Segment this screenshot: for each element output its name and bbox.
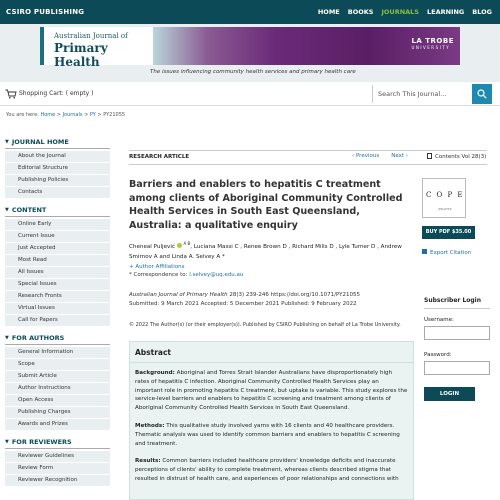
breadcrumb xyxy=(6,112,125,118)
sidebar-item-virtual-issues[interactable]: Virtual Issues xyxy=(5,303,110,314)
breadcrumb-prefix: You are here: xyxy=(6,112,41,118)
previous-link[interactable] xyxy=(352,153,379,159)
sidebar-content xyxy=(5,206,110,326)
journal-banner[interactable] xyxy=(40,27,460,69)
nav-home[interactable]: HOME xyxy=(317,8,340,16)
citation-journal: Australian Journal of Primary Health xyxy=(129,292,228,298)
citation xyxy=(129,291,419,309)
next-label: Next xyxy=(391,153,405,159)
sidebar-item-author-instructions[interactable]: Author Instructions xyxy=(5,383,110,394)
sidebar-item-current-issue[interactable]: Current Issue xyxy=(5,231,110,242)
correspondence-label: * Correspondence to: xyxy=(129,272,190,278)
abstract-background xyxy=(135,369,408,413)
correspondence xyxy=(129,272,243,278)
sidebar-item-call-for-papers[interactable]: Call for Papers xyxy=(5,315,110,326)
sidebar-item-most-read[interactable]: Most Read xyxy=(5,255,110,266)
article-pager xyxy=(352,153,408,159)
username-field[interactable] xyxy=(424,326,490,340)
sidebar-item-review-form[interactable]: Review Form xyxy=(5,463,110,474)
article-title: Barriers and enablers to hepatitis C treatment among clients of Aboriginal Community Controlled Health Services in South East Queensland, Australia: a qualitative enquiry xyxy=(129,179,403,231)
breadcrumb-journals[interactable]: Journals xyxy=(62,112,83,118)
breadcrumb-sep: > xyxy=(95,112,104,118)
cope-text: C O P E xyxy=(425,191,465,199)
banner-accent-bar xyxy=(40,27,44,65)
author-first-sup: A B xyxy=(183,241,191,246)
sidebar-item-publishing-charges[interactable]: Publishing Charges xyxy=(5,407,110,418)
search-button[interactable] xyxy=(472,84,492,104)
chevron-down-icon: ▼ xyxy=(5,139,9,145)
login-heading: Subscriber Login xyxy=(424,297,490,309)
sidebar xyxy=(5,138,110,494)
journal-name-large: Primary Health xyxy=(54,41,108,69)
background-label: Background: xyxy=(135,370,175,376)
nav-learning[interactable]: LEARNING xyxy=(427,8,465,16)
results-text: Common barriers included healthcare providers' knowledge deficits and inaccurate perceptions of clients' ability to complete treatment, whereas clients described stigma that resulted in distrust of health care, and experiences of poor relationships and connections with xyxy=(135,458,399,482)
background-text: Aboriginal and Torres Strait Islander Australians have disproportionately high rates of hepatitis C infection. Aboriginal Community Controlled Health Services play an important role in promoting hepatitis C treatment, but uptake is variable. This study explores the service-level barriers and enablers to hepatitis C screening and treatment among clients of Aboriginal Community Controlled Health Services in South East Queensland. xyxy=(135,370,408,412)
journal-search-input[interactable]: Search This Journal... xyxy=(372,85,472,103)
sidebar-item-online-early[interactable]: Online Early xyxy=(5,219,110,230)
correspondence-email[interactable]: l.selvey@uq.edu.au xyxy=(189,272,244,278)
nav-journals[interactable]: JOURNALS xyxy=(381,8,419,16)
banner-image xyxy=(153,27,460,65)
next-link[interactable] xyxy=(391,153,408,159)
sidebar-item-submit-article[interactable]: Submit Article xyxy=(5,371,110,382)
export-icon xyxy=(422,249,427,254)
sidebar-item-scope[interactable]: Scope xyxy=(5,359,110,370)
sidebar-item-awards[interactable]: Awards and Prizes xyxy=(5,419,110,430)
abstract-box xyxy=(129,341,414,500)
contents-link[interactable] xyxy=(427,153,486,160)
sidebar-reviewers xyxy=(5,438,110,486)
cope-subtext: JM12703 xyxy=(438,207,452,211)
sidebar-item-editorial[interactable]: Editorial Structure xyxy=(5,163,110,174)
contents-label: Contents Vol 28(3) xyxy=(435,154,487,160)
password-label: Password: xyxy=(424,352,452,358)
buy-pdf-button[interactable]: BUY PDF $35.00 xyxy=(422,226,475,239)
sidebar-item-contacts[interactable]: Contacts xyxy=(5,187,110,198)
sidebar-item-special-issues[interactable]: Special Issues xyxy=(5,279,110,290)
abstract-methods xyxy=(135,422,408,448)
article-type: RESEARCH ARTICLE xyxy=(129,154,190,160)
export-citation-link[interactable] xyxy=(422,249,471,256)
document-icon xyxy=(427,153,432,159)
author-affiliations-toggle[interactable]: + Author Affiliations xyxy=(129,264,185,270)
breadcrumb-sep: > xyxy=(82,112,90,118)
abstract-heading: Abstract xyxy=(130,342,413,363)
chevron-left-icon: ‹ xyxy=(352,153,356,159)
sidebar-heading-label: FOR AUTHORS xyxy=(11,334,65,342)
cope-logo[interactable] xyxy=(422,178,466,218)
sidebar-item-all-issues[interactable]: All Issues xyxy=(5,267,110,278)
breadcrumb-home[interactable]: Home xyxy=(40,112,56,118)
sidebar-item-research-fronts[interactable]: Research Fronts xyxy=(5,291,110,302)
cart-search-bar xyxy=(0,82,500,106)
author-rest[interactable]: , Luciana Massi C , Renee Brown D , Richard Mills D , Lyle Turner D , Andrew Smirnov A and Linda A. Selvey A * xyxy=(129,243,402,260)
sidebar-heading-journal-home[interactable] xyxy=(5,138,110,149)
chevron-down-icon: ▼ xyxy=(5,439,9,445)
results-label: Results: xyxy=(135,458,161,465)
methods-text: This qualitative study involved yarns with 16 clients and 40 healthcare providers. Thematic analysis was used to identify common barriers and enablers to hepatitis C screening and treatment. xyxy=(135,422,400,447)
orcid-icon[interactable] xyxy=(177,243,182,248)
sidebar-heading-content[interactable] xyxy=(5,206,110,217)
methods-label: Methods: xyxy=(135,422,165,429)
copyright-notice: © 2022 The Author(s) (or their employer(s)). Published by CSIRO Publishing on behalf of La Trobe University. xyxy=(129,322,401,328)
author-first[interactable]: Cheneal Puljević xyxy=(129,243,175,250)
sidebar-heading-reviewers[interactable] xyxy=(5,438,110,449)
partner-name: LA TROBE xyxy=(411,37,454,45)
sidebar-heading-authors[interactable] xyxy=(5,334,110,345)
sidebar-item-reviewer-recognition[interactable]: Reviewer Recognition xyxy=(5,475,110,486)
login-button[interactable]: LOGIN xyxy=(424,387,475,401)
sidebar-item-just-accepted[interactable]: Just Accepted xyxy=(5,243,110,254)
abstract-results xyxy=(135,457,408,483)
partner-subname: UNIVERSITY xyxy=(411,45,451,50)
sidebar-heading-label: FOR REVIEWERS xyxy=(11,438,72,446)
sidebar-item-open-access[interactable]: Open Access xyxy=(5,395,110,406)
breadcrumb-sep: > xyxy=(55,112,63,118)
chevron-down-icon: ▼ xyxy=(5,207,9,213)
nav-books[interactable]: BOOKS xyxy=(347,8,374,16)
sidebar-heading-label: CONTENT xyxy=(11,206,47,214)
nav-blog[interactable]: BLOG xyxy=(472,8,492,16)
shopping-cart-icon[interactable] xyxy=(5,89,17,99)
article-dates: Submitted: 9 March 2021 Accepted: 5 December 2021 Published: 9 February 2022 xyxy=(129,301,357,307)
username-label: Username: xyxy=(424,317,454,323)
subscriber-login xyxy=(424,297,490,401)
journal-logo xyxy=(40,27,153,69)
chevron-down-icon: ▼ xyxy=(5,335,9,341)
sidebar-heading-label: JOURNAL HOME xyxy=(11,138,69,146)
la-trobe-logo xyxy=(411,37,454,50)
main-nav xyxy=(318,8,492,16)
chevron-right-icon: › xyxy=(404,153,408,159)
shopping-cart-link[interactable]: Shopping Cart: ( empty ) xyxy=(19,90,94,97)
sidebar-item-general-info[interactable]: General Information xyxy=(5,347,110,358)
sidebar-item-policies[interactable]: Publishing Policies xyxy=(5,175,110,186)
divider xyxy=(129,150,487,151)
brand-logo[interactable]: CSIRO PUBLISHING xyxy=(6,8,85,16)
password-field[interactable] xyxy=(424,361,490,375)
export-label: Export Citation xyxy=(430,250,472,256)
journal-tagline: The issues influencing community health services and primary health care xyxy=(150,69,356,75)
breadcrumb-py[interactable]: PY xyxy=(89,112,96,118)
breadcrumb-current: PY21055 xyxy=(103,112,126,118)
top-navigation-bar xyxy=(0,0,500,24)
journal-name-small: Australian Journal of xyxy=(54,32,128,40)
abstract-body xyxy=(130,363,413,499)
sidebar-item-reviewer-guidelines[interactable]: Reviewer Guidelines xyxy=(5,451,110,462)
sidebar-journal-home xyxy=(5,138,110,198)
author-list xyxy=(129,239,414,262)
previous-label: Previous xyxy=(355,153,380,159)
sidebar-item-about[interactable]: About the Journal xyxy=(5,151,110,162)
sidebar-authors xyxy=(5,334,110,430)
journal-banner-area xyxy=(0,24,500,82)
citation-details[interactable]: 28(3) 239-246 https://doi.org/10.1071/PY21055 xyxy=(227,292,361,298)
divider xyxy=(129,164,487,165)
search-icon xyxy=(477,89,487,99)
